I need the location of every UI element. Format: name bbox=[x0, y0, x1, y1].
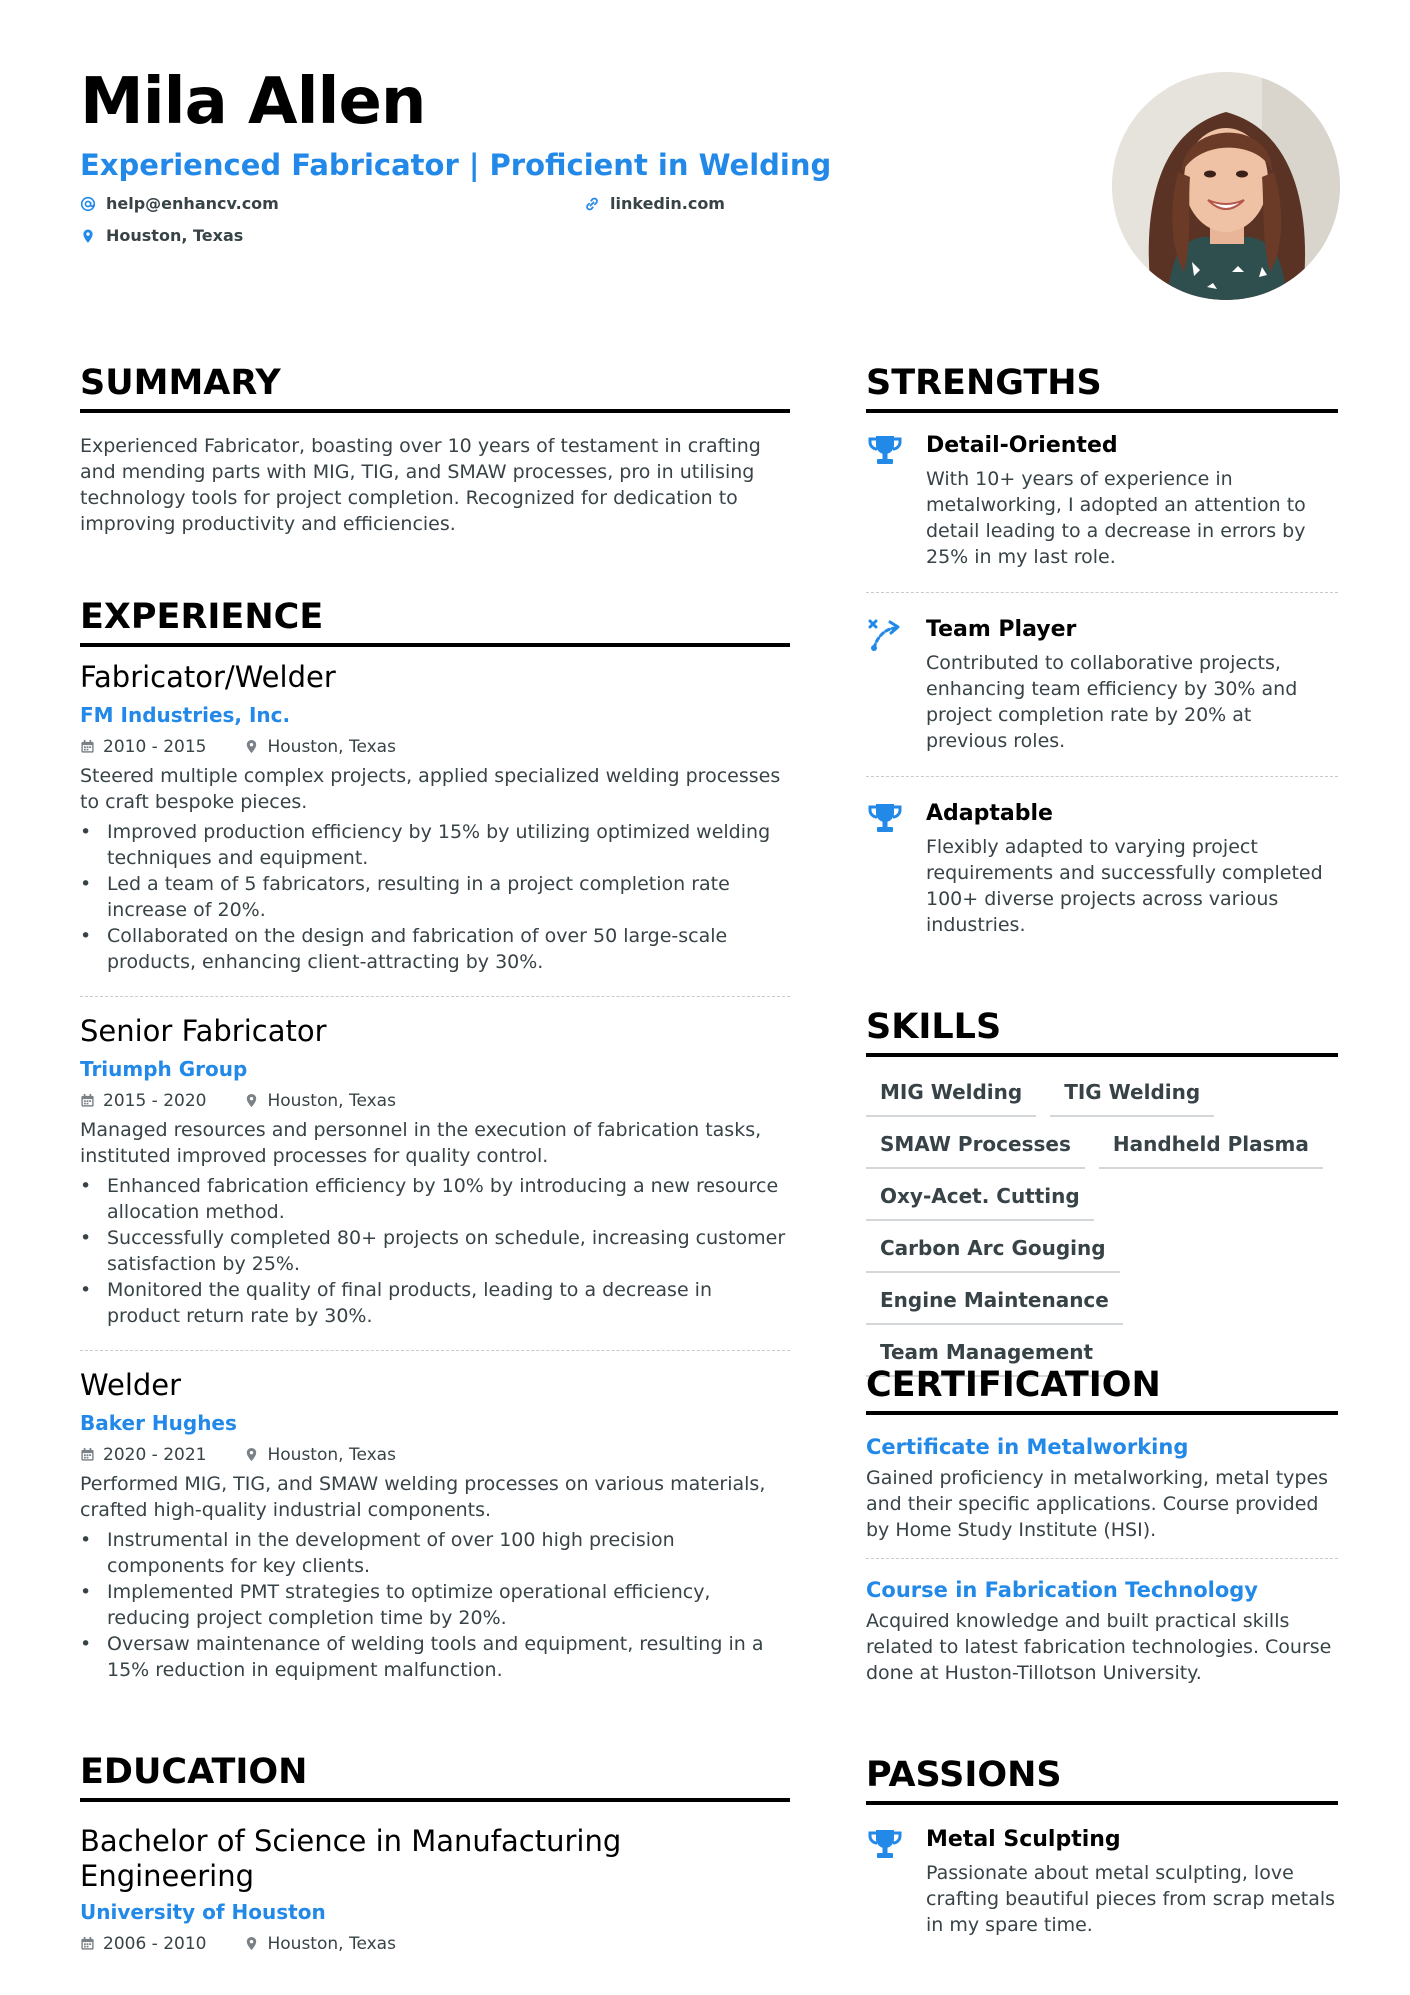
strength-title: Team Player bbox=[926, 617, 1077, 642]
certificate-text: Gained proficiency in metalworking, metal types and their specific applications. Course provided by Home Study Institute (HSI). bbox=[866, 1467, 1329, 1541]
school-name[interactable]: University of Houston bbox=[80, 1899, 326, 1924]
email-text: help@enhancv.com bbox=[106, 194, 279, 213]
calendar-icon bbox=[80, 1936, 95, 1951]
skill-tag: Oxy-Acet. Cutting bbox=[866, 1183, 1094, 1221]
skill-tag: TIG Welding bbox=[1050, 1079, 1214, 1117]
job-bullet: • Instrumental in the development of over 100 high precision components for key clients. bbox=[80, 1527, 790, 1579]
divider bbox=[80, 1350, 790, 1351]
trophy-icon bbox=[866, 802, 904, 836]
job-location: Houston, Texas bbox=[267, 736, 396, 757]
strength-item bbox=[866, 616, 1338, 754]
location-pin-icon bbox=[80, 228, 96, 244]
job-description: Performed MIG, TIG, and SMAW welding processes on various materials, crafted high-quality industrial components. bbox=[80, 1472, 766, 1521]
passions-heading: PASSIONS bbox=[866, 1758, 1338, 1805]
strength-title: Detail-Oriented bbox=[926, 433, 1118, 458]
job-bullet: • Improved production efficiency by 15% by utilizing optimized welding techniques and equipment. bbox=[80, 819, 790, 871]
job-dates: 2010 - 2015 bbox=[103, 736, 207, 757]
skill-tag: Carbon Arc Gouging bbox=[866, 1235, 1120, 1273]
calendar-icon bbox=[80, 1447, 95, 1462]
calendar-icon bbox=[80, 739, 95, 754]
trophy-icon bbox=[866, 434, 904, 468]
job-description: Steered multiple complex projects, applied specialized welding processes to craft bespoke pieces. bbox=[80, 764, 781, 813]
passions-section bbox=[866, 1755, 1338, 1805]
strength-item bbox=[866, 432, 1338, 570]
certification-item bbox=[866, 1576, 1338, 1686]
skills-heading: SKILLS bbox=[866, 1010, 1338, 1057]
profile-photo bbox=[1112, 72, 1340, 300]
headline: Experienced Fabricator | Proficient in Welding bbox=[80, 148, 832, 182]
strength-item bbox=[866, 800, 1338, 938]
company-name[interactable]: Baker Hughes bbox=[80, 1410, 237, 1435]
job-bullet: • Enhanced fabrication efficiency by 10% by introducing a new resource allocation method. bbox=[80, 1173, 790, 1225]
job-bullet: • Collaborated on the design and fabrication of over 50 large-scale products, enhancing client-attracting by 30%. bbox=[80, 923, 790, 975]
experience-section bbox=[80, 597, 790, 647]
trophy-icon bbox=[866, 1828, 904, 1862]
strengths-section bbox=[866, 363, 1338, 413]
job-title: Fabricator/Welder bbox=[80, 660, 336, 694]
candidate-name: Mila Allen bbox=[80, 65, 426, 139]
job-meta bbox=[80, 1091, 790, 1111]
contact-location bbox=[80, 226, 243, 245]
job-bullet: • Monitored the quality of final products, leading to a decrease in product return rate by 30%. bbox=[80, 1277, 790, 1329]
job-location: Houston, Texas bbox=[267, 1090, 396, 1111]
education-section bbox=[80, 1752, 790, 1954]
strength-text: Contributed to collaborative projects, enhancing team efficiency by 30% and project completion rate by 20% at previous roles. bbox=[926, 652, 1298, 752]
job-location: Houston, Texas bbox=[267, 1444, 396, 1465]
strength-title: Adaptable bbox=[926, 801, 1053, 826]
education-heading: EDUCATION bbox=[80, 1755, 790, 1802]
location-pin-icon bbox=[244, 739, 259, 754]
certification-section bbox=[866, 1365, 1338, 1543]
education-meta bbox=[80, 1934, 790, 1954]
job-bullet: • Implemented PMT strategies to optimize operational efficiency, reducing project completion time by 20%. bbox=[80, 1579, 790, 1631]
company-name[interactable]: Triumph Group bbox=[80, 1056, 248, 1081]
skill-tag: MIG Welding bbox=[866, 1079, 1036, 1117]
passion-title: Metal Sculpting bbox=[926, 1827, 1121, 1852]
calendar-icon bbox=[80, 1093, 95, 1108]
experience-item bbox=[80, 1014, 790, 1329]
education-dates: 2006 - 2010 bbox=[103, 1933, 207, 1954]
job-title: Senior Fabricator bbox=[80, 1014, 327, 1048]
divider bbox=[80, 996, 790, 997]
location-pin-icon bbox=[244, 1093, 259, 1108]
job-meta bbox=[80, 1445, 790, 1465]
summary-section bbox=[80, 363, 790, 537]
link-icon bbox=[584, 196, 600, 212]
passion-text: Passionate about metal sculpting, love crafting beautiful pieces from scrap metals in my spare time. bbox=[926, 1862, 1336, 1936]
experience-item bbox=[80, 1368, 790, 1683]
linkedin-text: linkedin.com bbox=[610, 194, 725, 213]
experience-heading: EXPERIENCE bbox=[80, 600, 790, 647]
job-dates: 2020 - 2021 bbox=[103, 1444, 207, 1465]
passion-item bbox=[866, 1826, 1338, 1938]
job-dates: 2015 - 2020 bbox=[103, 1090, 207, 1111]
strategy-icon bbox=[866, 618, 904, 652]
company-name[interactable]: FM Industries, Inc. bbox=[80, 702, 291, 727]
summary-text: Experienced Fabricator, boasting over 10 years of testament in crafting and mending parts with MIG, TIG, and SMAW processes, pro in utilising technology tools for project completion. Recognized for dedication to improving productivity and efficiencies. bbox=[80, 435, 761, 535]
strengths-heading: STRENGTHS bbox=[866, 366, 1338, 413]
experience-item bbox=[80, 660, 790, 975]
location-text: Houston, Texas bbox=[106, 226, 244, 245]
job-description: Managed resources and personnel in the execution of fabrication tasks, instituted improved processes for quality control. bbox=[80, 1118, 762, 1167]
job-bullet: • Oversaw maintenance of welding tools and equipment, resulting in a 15% reduction in equipment malfunction. bbox=[80, 1631, 790, 1683]
contact-email[interactable] bbox=[80, 194, 279, 213]
contact-linkedin[interactable] bbox=[584, 194, 725, 213]
divider bbox=[866, 592, 1338, 593]
skill-tag: Engine Maintenance bbox=[866, 1287, 1123, 1325]
divider bbox=[866, 1558, 1338, 1559]
job-bullet: • Led a team of 5 fabricators, resulting in a project completion rate increase of 20%. bbox=[80, 871, 790, 923]
job-bullet: • Successfully completed 80+ projects on schedule, increasing customer satisfaction by 25%. bbox=[80, 1225, 790, 1277]
location-pin-icon bbox=[244, 1936, 259, 1951]
skill-tag: SMAW Processes bbox=[866, 1131, 1085, 1169]
strength-text: With 10+ years of experience in metalworking, I adopted an attention to detail leading to a decrease in errors by 25% in my last role. bbox=[926, 468, 1306, 568]
certification-heading: CERTIFICATION bbox=[866, 1368, 1338, 1415]
job-meta bbox=[80, 737, 790, 757]
skill-tag: Handheld Plasma bbox=[1099, 1131, 1323, 1169]
degree-title: Bachelor of Science in Manufacturing Engineering bbox=[80, 1824, 622, 1893]
job-title: Welder bbox=[80, 1368, 182, 1402]
certificate-text: Acquired knowledge and built practical skills related to latest fabrication technologies. Course done at Huston-Tillotson University. bbox=[866, 1610, 1332, 1684]
summary-heading: SUMMARY bbox=[80, 366, 790, 413]
divider bbox=[866, 776, 1338, 777]
strength-text: Flexibly adapted to varying project requirements and successfully completed 100+ diverse projects across various industries. bbox=[926, 836, 1323, 936]
at-icon bbox=[80, 196, 96, 212]
skill-tag: Team Management bbox=[866, 1339, 1107, 1377]
certificate-title[interactable]: Certificate in Metalworking bbox=[866, 1435, 1189, 1459]
location-pin-icon bbox=[244, 1447, 259, 1462]
skills-section bbox=[866, 1007, 1338, 1377]
education-location: Houston, Texas bbox=[267, 1933, 396, 1954]
skills-list bbox=[866, 1079, 1338, 1377]
certificate-title[interactable]: Course in Fabrication Technology bbox=[866, 1578, 1258, 1602]
